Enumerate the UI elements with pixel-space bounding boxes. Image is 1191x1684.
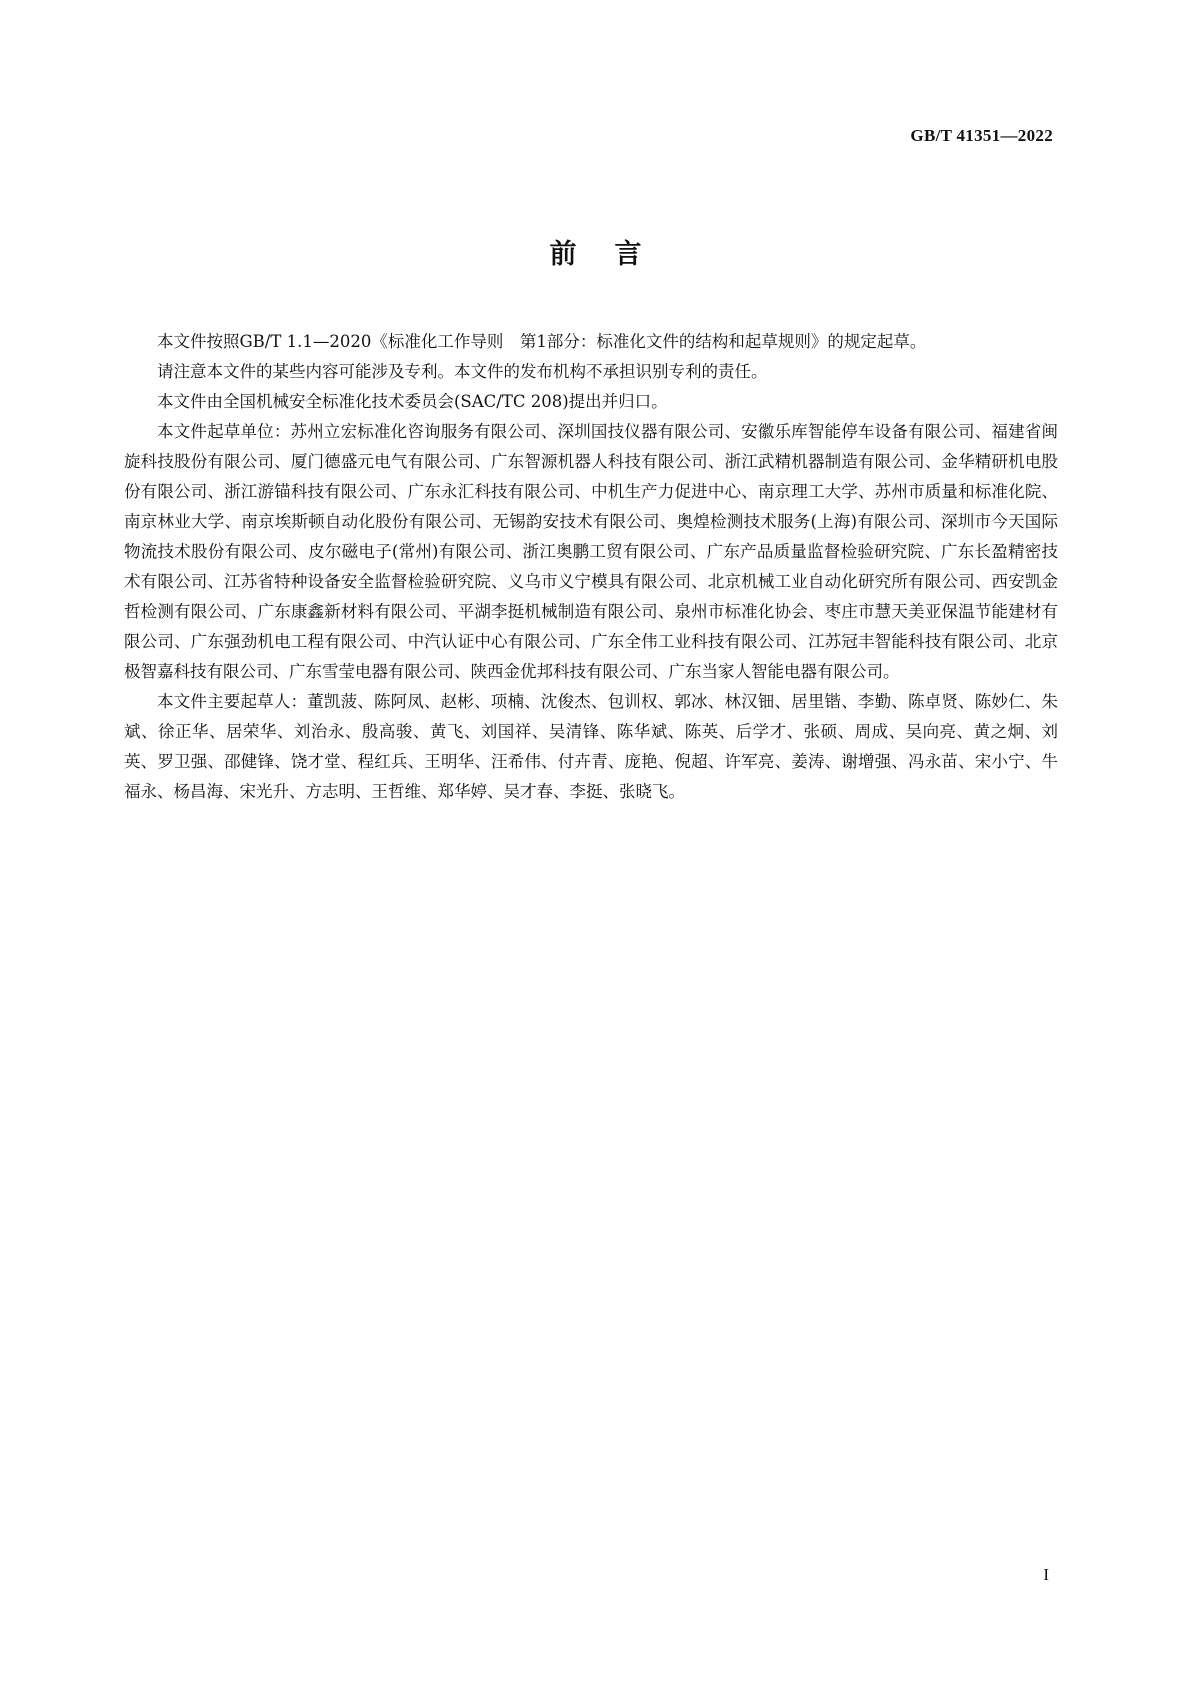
document-code: GB/T 41351—2022: [910, 126, 1053, 145]
paragraph-main-drafters: 本文件主要起草人：董凯菠、陈阿凤、赵彬、项楠、沈俊杰、包训权、郭冰、林汉钿、居里锴、李勤、陈卓贤、陈妙仁、朱斌、徐正华、居荣华、刘治永、殷高骏、黄飞、刘国祥、吴清锋、陈华斌、陈英、后学才、张硕、周成、吴向亮、黄之炯、刘英、罗卫强、邵健锋、饶才堂、程红兵、王明华、汪希伟、付卉青、庞艳、倪超、许军亮、姜涛、谢增强、冯永苗、宋小宁、牛福永、杨昌海、宋光升、方志明、王哲维、郑华婷、吴才春、李挺、张晓飞。: [124, 692, 1058, 801]
paragraph-patent-notice: 请注意本文件的某些内容可能涉及专利。本文件的发布机构不承担识别专利的责任。: [157, 362, 768, 381]
paragraph-drafting-rules: 本文件按照GB/T 1.1—2020《标准化工作导则 第1部分：标准化文件的结构和起草规则》的规定起草。: [157, 332, 927, 351]
page-number: I: [1043, 1565, 1049, 1584]
paragraph-committee: 本文件由全国机械安全标准化技术委员会(SAC/TC 208)提出并归口。: [157, 392, 668, 411]
preface-body: [124, 327, 1058, 807]
page-title: 前言: [549, 239, 680, 270]
paragraph-drafting-organizations: 本文件起草单位：苏州立宏标准化咨询服务有限公司、深圳国技仪器有限公司、安徽乐库智能停车设备有限公司、福建省闽旋科技股份有限公司、厦门德盛元电气有限公司、广东智源机器人科技有限公司、浙江武精机器制造有限公司、金华精研机电股份有限公司、浙江游锚科技有限公司、广东永汇科技有限公司、中机生产力促进中心、南京理工大学、苏州市质量和标准化院、南京林业大学、南京埃斯顿自动化股份有限公司、无锡韵安技术有限公司、奥煌检测技术服务(上海)有限公司、深圳市今天国际物流技术股份有限公司、皮尔磁电子(常州)有限公司、浙江奥鹏工贸有限公司、广东产品质量监督检验研究院、广东长盈精密技术有限公司、江苏省特种设备安全监督检验研究院、义乌市义宁模具有限公司、北京机械工业自动化研究所有限公司、西安凯金哲检测有限公司、广东康鑫新材料有限公司、平湖李挺机械制造有限公司、泉州市标准化协会、枣庄市慧天美亚保温节能建材有限公司、广东强劲机电工程有限公司、中汽认证中心有限公司、广东全伟工业科技有限公司、江苏冠丰智能科技有限公司、北京极智嘉科技有限公司、广东雪莹电器有限公司、陕西金优邦科技有限公司、广东当家人智能电器有限公司。: [124, 422, 1058, 681]
